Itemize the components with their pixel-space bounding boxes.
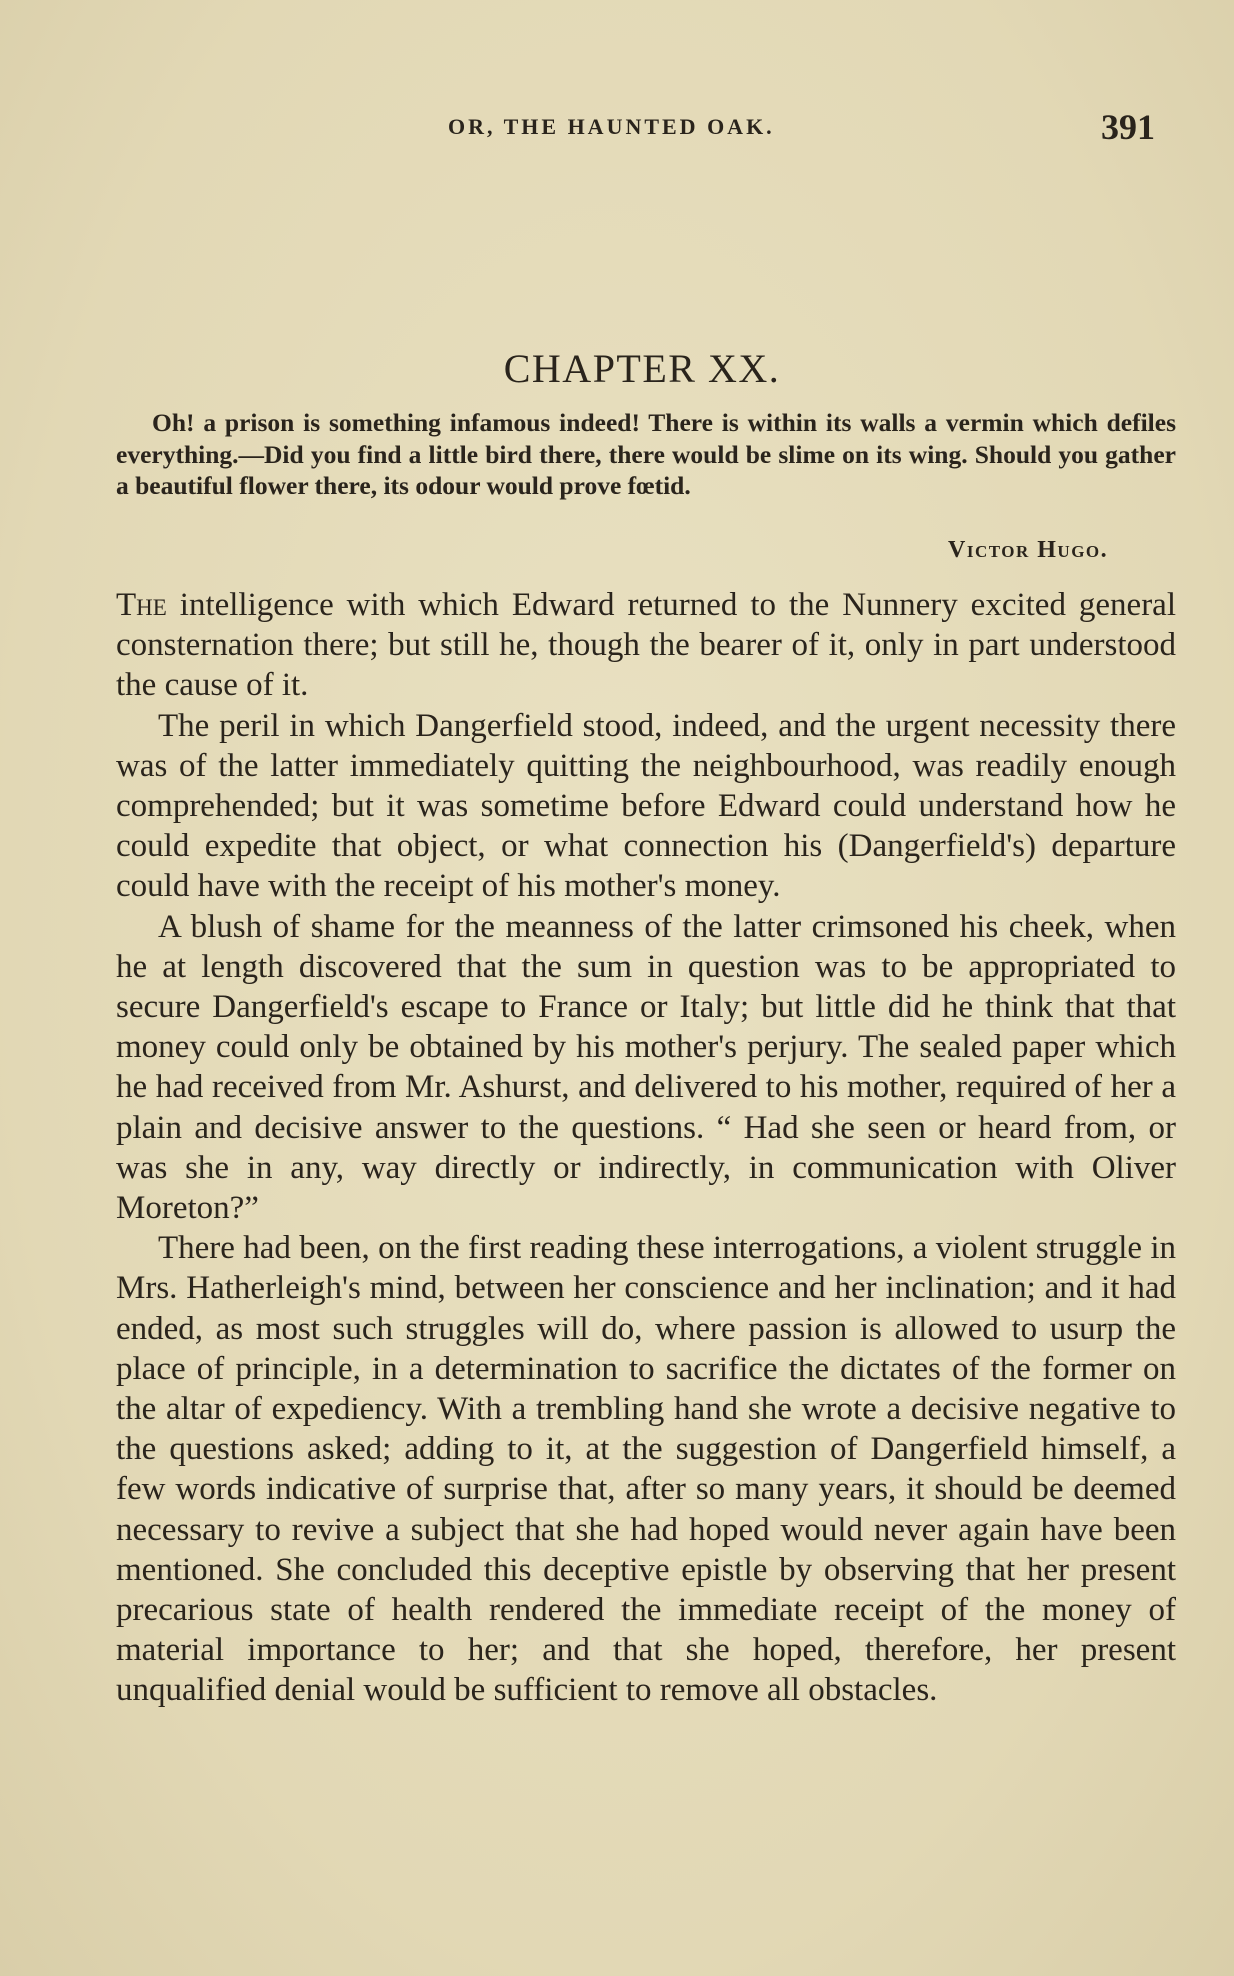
paragraph-4: There had been, on the first reading these interrogations, a violent struggle in Mrs. Hatherleigh's mind, between her conscience and her inclination; and it had ended, as most such struggles will do, where passion is allowed to usurp the place of principle, in a determination to sacrifice the dictates of the former on the altar of expediency. With a trembling hand she wrote a decisive negative to the questions asked; adding to it, at the suggestion of Dangerfield himself, a few words indicative of surprise that, after so many years, it should be deemed necessary to revive a subject that she had hoped would never again have been mentioned. She concluded this deceptive epistle by observing that her present precarious state of health rendered the immediate receipt of the money of material importance to her; and that she hoped, therefore, her present unqualified denial would be sufficient to remove all obstacles. [116, 1230, 1176, 1709]
epigraph-text: Oh! a prison is something infamous indeed! There is within its walls a vermin which defiles everything.—Did you find a little bird there, there would be slime on its wing. Should you gather a beautiful flower there, its odour would prove fœtid. [116, 408, 1176, 500]
paragraph-2: The peril in which Dangerfield stood, indeed, and the urgent necessity there was of the latter immediately quitting the neighbourhood, was readily enough comprehended; but it was sometime before Edward could understand how he could expedite that object, or what connection his (Dangerfield's) departure could have with the receipt of his mother's money. [116, 707, 1176, 905]
chapter-title: CHAPTER XX. [503, 346, 781, 391]
paragraph-1-text: intelligence with which Edward returned to the Nunnery excited general consternation there; but still he, though the bearer of it, only in part understood the cause of it. [116, 587, 1176, 704]
paragraph-1 [116, 585, 1176, 706]
page-number: 391 [1101, 107, 1155, 147]
running-head: OR, THE HAUNTED OAK. [448, 114, 775, 139]
body-text [116, 585, 1176, 1711]
epigraph-author: Victor Hugo. [948, 537, 1109, 563]
epigraph [116, 407, 1176, 502]
paragraph-3: A blush of shame for the meanness of the latter crimsoned his cheek, when he at length discovered that the sum in question was to be appropriated to secure Dangerfield's escape to France or Italy; but little did he think that that money could only be obtained by his mother's perjury. The sealed paper which he had received from Mr. Ashurst, and delivered to his mother, required of her a plain and decisive answer to the questions. “ Had she seen or heard from, or was she in any, way directly or indirectly, in communication with Oliver Moreton?” [116, 908, 1176, 1227]
paragraph-1-lead: The [116, 587, 167, 623]
